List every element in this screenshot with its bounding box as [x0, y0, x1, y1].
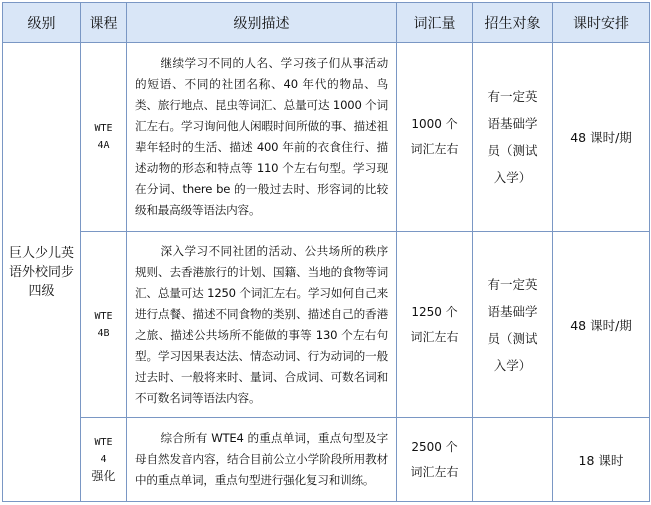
course-cell [81, 232, 127, 418]
table-row [3, 232, 650, 418]
course-code: WTE [94, 310, 113, 322]
course-code: WTE [94, 123, 113, 134]
header-vocab: 词汇量 [397, 3, 473, 43]
course-cell [81, 418, 127, 502]
header-target: 招生对象 [473, 3, 553, 43]
header-description: 级别描述 [127, 3, 397, 43]
hours-cell: 18 课时 [553, 418, 650, 502]
level-cell: 巨人少儿英语外校同步四级 [3, 43, 81, 502]
description-text: 继续学习不同的人名、学习孩子们从事活动的短语、不同的社团名称、40 年代的物品、鸟类、旅行地点、昆虫等词汇、总量可达 1000 个词汇左右。学习询问他人闲暇时间所做的事、描述祖辈年轻时的生活、描述 400 年前的衣食住行、描述动物的形态和特点等 110 个左右句型。学习现在分词、there be 的一般过去时、形容词的比较级和最高级等语法内容。 [135, 56, 388, 217]
vocab-cell: 1000 个词汇左右 [397, 43, 473, 232]
hours-cell: 48 课时/期 [553, 43, 650, 232]
header-level: 级别 [3, 3, 81, 43]
header-course: 课程 [81, 3, 127, 43]
vocab-cell: 2500 个词汇左右 [397, 418, 473, 502]
hours-cell: 48 课时/期 [553, 232, 650, 418]
curriculum-table-container [2, 2, 649, 502]
course-suffix: 4 [100, 454, 107, 465]
target-cell: 有一定英语基础学员（测试入学） [473, 43, 553, 232]
course-suffix: 4A [97, 140, 110, 151]
curriculum-table [2, 2, 650, 502]
description-cell [127, 43, 397, 232]
header-hours: 课时安排 [553, 3, 650, 43]
course-code: WTE [94, 437, 113, 448]
description-cell [127, 418, 397, 502]
description-cell [127, 232, 397, 418]
vocab-cell: 1250 个词汇左右 [397, 232, 473, 418]
description-text: 深入学习不同社团的活动、公共场所的秩序规则、去香港旅行的计划、国籍、当地的食物等词汇、总量可达 1250 个词汇左右。学习如何自己来进行点餐、描述不同食物的类别、描述自己的香港之旅、描述公共场所不能做的事等 130 个左右句型。学习因果表达法、情态动词、行为动词的一般过去时、一般将来时、量词、合成词、可数名词和不可数名词等语法内容。 [135, 243, 388, 405]
table-row [3, 418, 650, 502]
course-extra: 强化 [91, 469, 116, 483]
target-cell: 有一定英语基础学员（测试入学） [473, 232, 553, 418]
course-suffix: 4B [97, 327, 110, 339]
target-cell [473, 418, 553, 502]
table-row [3, 43, 650, 232]
header-row [3, 3, 650, 43]
course-cell [81, 43, 127, 232]
description-text: 综合所有 WTE4 的重点单词，重点句型及字母自然发音内容，结合目前公立小学阶段所用教材中的重点单词，重点句型进行强化复习和训练。 [135, 431, 388, 487]
